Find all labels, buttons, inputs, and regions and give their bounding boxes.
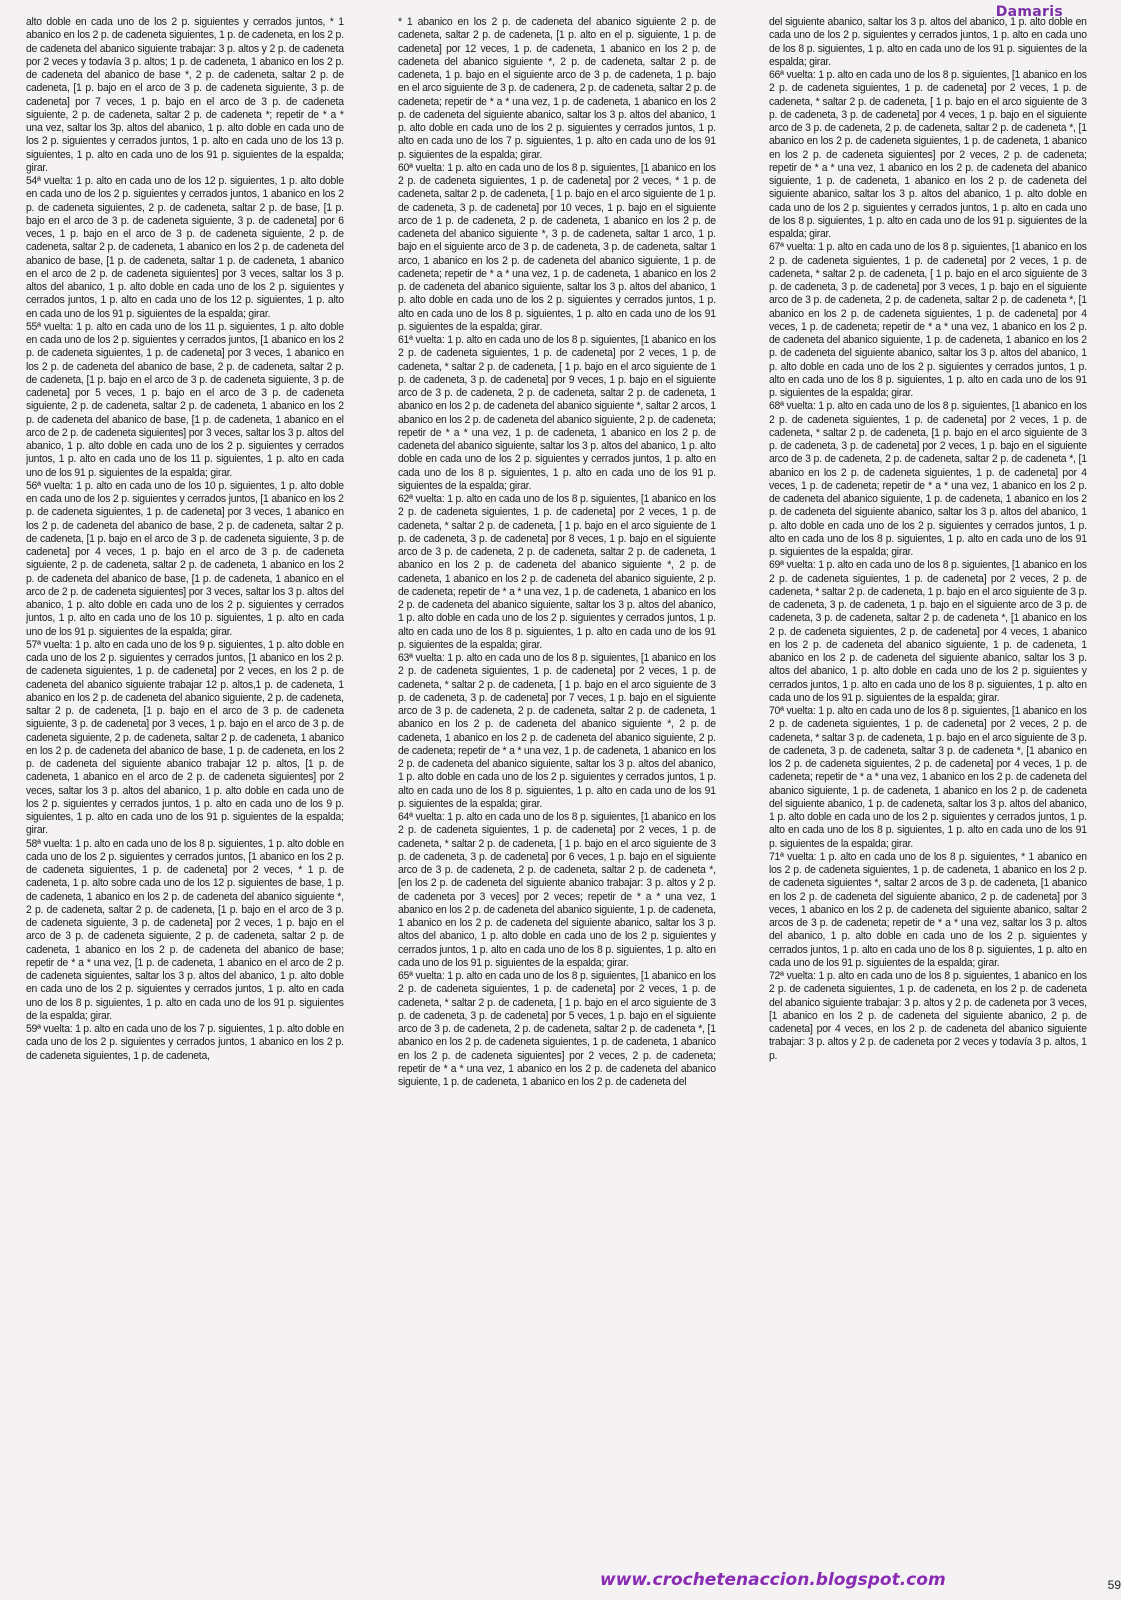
pattern-paragraph: alto doble en cada uno de los 2 p. siguientes y cerrados juntos, * 1 abanico en los 2 p. de cadeneta siguientes, 1 p. de cadeneta, en los 2 p. de cadeneta del abanico siguiente trabajar: 3 p. altos y 2 p. de cadeneta por 2 veces y todavía 3 p. altos; 1 p. de cadeneta, 1 abanico en los 2 p. de cadeneta del abanico de base *, 2 p. de cadeneta, saltar 2 p. de cadeneta, [1 p. bajo en el arco de 3 p. de cadeneta siguiente, 3 p. de cadeneta] por 7 veces, 1 p. bajo en el arco de 3 p. de cadeneta siguiente, 2 p. de cadeneta, saltar 2 p. de cadeneta *; repetir de * a * una vez, saltar los 3p. altos del abanico, 1 p. alto doble en cada uno de los 2 p. siguientes y cerrados juntos, 1 p. alto en cada uno de los 13 p. siguientes, 1 p. alto en cada uno de los 91 p. siguientes de la espalda; girar. <box>26 16 344 174</box>
pattern-paragraph: del siguiente abanico, saltar los 3 p. altos del abanico, 1 p. alto doble en cada uno de los 2 p. siguientes y cerrados juntos, 1 p. alto en cada uno de los 8 p. siguientes, 1 p. alto en cada uno de los 91 p. siguientes de la espalda; girar. <box>769 16 1088 68</box>
brand-name: Damaris <box>995 4 1063 20</box>
pattern-paragraph: * 1 abanico en los 2 p. de cadeneta del abanico siguiente 2 p. de cadeneta, saltar 2 p. de cadeneta, [1 p. alto en el p. siguiente, 1 p. de cadeneta] por 12 veces, 1 p. de cadeneta, 1 abanico en los 2 p. de cadeneta del abanico siguiente *, 2 p. de cadeneta, saltar 2 p. de cadeneta, 1 p. bajo en el siguiente arco de 3 p. de cadeneta, 1 p. bajo en el arco siguiente de 3 p. de cadenera, 2 p. de cadeneta, saltar 2 p. de cadeneta; repetir de * a * una vez, 1 p. de cadeneta, 1 abanico en los 2 p. de cadeneta del siguiente abanico, saltar los 3 p. altos del abanico, 1 p. alto doble en cada uno de los 2 p. siguientes y cerrados juntos, 1 p. alto en cada uno de los 7 p. siguientes, 1 p. alto en cada uno de los 91 p. siguientes de la espalda; girar. <box>397 16 716 161</box>
round-58: 58ª vuelta: 1 p. alto en cada uno de los 8 p. siguientes, 1 p. alto doble en cada uno de los 2 p. siguientes y cerrados juntos, [1 abanico en los 2 p. de cadeneta siguientes, 1 p. de cadeneta] por 2 veces, * 1 p. de cadeneta, 1 p. alto sobre cada uno de los 12 p. siguientes de base, 1 p. de cadeneta, 1 abanico en los 2 p. de cadeneta del abanico siguiente *, 2 p. de cadeneta, saltar 2 p. de cadeneta, [1 p. bajo en el arco de 3 p. de cadeneta siguiente, 3 p. de cadeneta] por 2 veces, 1 p. bajo en el arco de 3 p. de cadeneta siguiente, 2 p. de cadeneta, saltar 2 p. de cadeneta, 1 abanico en los 2 p. de cadeneta del abanico de base; repetir de * a * una vez, [1 p. de cadeneta, 1 abanico en el arco de 2 p. de cadeneta siguientes, saltar los 3 p. altos del abanico, 1 p. alto doble en cada uno de los 2 p. siguientes y cerrados juntos, 1 p. alto en cada uno de los 8 p. siguientes, 1 p. alto en cada uno de los 91 p. siguientes de la espalda; girar. <box>26 837 344 1022</box>
round-64: 64ª vuelta: 1 p. alto en cada uno de los 8 p. siguientes, [1 abanico en los 2 p. de cadeneta siguientes, 1 p. de cadeneta] por 2 veces, 1 p. de cadeneta, * saltar 2 p. de cadeneta, [ 1 p. bajo en el arco siguiente de 3 p. de cadeneta, 3 p. de cadeneta] por 6 veces, 1 p. bajo en el siguiente arco de 3 p. de cadeneta, 2 p. de cadeneta, saltar 2 p. de cadeneta *, [en los 2 p. de cadeneta del siguiente abanico trabajar: 3 p. altos y 2 p. de cadeneta por 3 veces] por 2 veces; repetir de * a * una vez, 1 abanico en los 2 p. de cadeneta del abanico siguiente, 1 p. de cadeneta, 1 abanico en los 2 p. de cadeneta del siguiente abanico, saltar los 3 p. altos del abanico, 1 p. alto doble en cada uno de los 2 p. siguientes y cerrados juntos, 1 p. alto en cada uno de los 8 p. siguientes, 1 p. alto en cada uno de los 91 p. siguientes de la espalda; girar. <box>397 811 716 969</box>
round-61: 61ª vuelta: 1 p. alto en cada uno de los 8 p. siguientes, [1 abanico en los 2 p. de cadeneta siguientes, 1 p. de cadeneta] por 2 veces, 1 p. de cadeneta, * saltar 2 p. de cadeneta, [ 1 p. bajo en el arco siguiente de 1 p. de cadeneta, 3 p. de cadeneta] por 9 veces, 1 p. bajo en el siguiente arco de 3 p. de cadeneta, 2 p. de cadeneta, saltar 2 p. de cadeneta, 1 abanico en los 2 p. de cadeneta del abanico siguiente *, saltar 2 arcos, 1 abanico en los 2 p. de cadeneta del abanico siguiente, 2 p. de cadeneta; repetir de * a * una vez, 1 p. de cadeneta, 1 abanico en los 2 p. de cadeneta del abanico siguiente, saltar los 3 p. altos del abanico, 1 p. alto doble en cada uno de los 2 p. siguientes y cerrados juntos, 1 p. alto en cada uno de los 8 p. siguientes, 1 p. alto en cada uno de los 91 p. siguientes de la espalda; girar. <box>397 334 716 492</box>
page-number: 59 <box>1107 1578 1121 1592</box>
round-63: 63ª vuelta: 1 p. alto en cada uno de los 8 p. siguientes, [1 abanico en los 2 p. de cadeneta siguientes, 1 p. de cadeneta] por 2 veces, 1 p. de cadeneta, * saltar 2 p. de cadeneta, [ 1 p. bajo en el arco siguiente de 3 p. de cadeneta, 3 p. de cadeneta] por 7 veces, 1 p. bajo en el siguiente arco de 3 p. de cadeneta, 2 p. de cadeneta, saltar 2 p. de cadeneta, 1 abanico en los 2 p. de cadeneta del abanico siguiente *, 2 p. de cadeneta, 1 abanico en los 2 p. de cadeneta del abanico siguiente, 2 p. de cadeneta; repetir de * a * una vez, 1 p. de cadeneta, 1 abanico en los 2 p. de cadeneta del abanico siguiente, saltar los 3 p. altos del abanico, 1 p. alto doble en cada uno de los 2 p. siguientes y cerrados juntos, 1 p. alto en cada uno de los 8 p. siguientes, 1 p. alto en cada uno de los 91 p. siguientes de la espalda; girar. <box>397 652 716 810</box>
column-2 <box>398 16 716 1550</box>
column-1 <box>26 16 344 1550</box>
round-57: 57ª vuelta: 1 p. alto en cada uno de los 9 p. siguientes, 1 p. alto doble en cada uno de los 2 p. siguientes y cerrados juntos, [1 abanico en los 2 p. de cadeneta siguientes, 1 p. de cadeneta] por 2 veces, en los 2 p. de cadeneta del abanico siguiente trabajar 12 p. altos,1 p. de cadeneta, 1 abanico en los 2 p. de cadeneta del abanico siguiente, 2 p. de cadeneta, saltar 2 p. de cadeneta, [1 p. bajo en el arco de 3 p. de cadeneta siguiente, 3 p. de cadeneta] por 3 veces, 1 p. bajo en el arco de 3 p. de cadeneta siguiente, 2 p. de cadeneta, saltar 2 p. de cadeneta, 1 abanico en los 2 p. de cadeneta del abanico de base, 1 p. de cadeneta, en los 2 p. de cadeneta del siguiente abanico trabajar 12 p. altos, [1 p. de cadeneta, 1 abanico en el arco de 2 p. de cadeneta siguientes] por 2 veces, saltar los 3 p. altos del abanico, 1 p. alto doble en cada uno de los 2 p. siguientes y cerrados juntos, 1 p. alto en cada uno de los 9 p. siguientes, 1 p. alto en cada uno de los 91 p. siguientes de la espalda; girar. <box>26 638 344 837</box>
round-66: 66ª vuelta: 1 p. alto en cada uno de los 8 p. siguientes, [1 abanico en los 2 p. de cadeneta siguientes, 1 p. de cadeneta] por 2 veces, 1 p. de cadeneta, * saltar 2 p. de cadeneta, [ 1 p. bajo en el arco siguiente de 3 p. de cadeneta, 3 p. de cadeneta] por 4 veces, 1 p. bajo en el siguiente arco de 3 p. de cadeneta, 2 p. de cadeneta, saltar 2 p. de cadeneta *, [1 abanico en los 2 p. de cadeneta siguientes, 1 p. de cadeneta, 1 abanico en los 2 p. de cadeneta siguientes] por 2 veces, 2 p. de cadeneta; repetir de * a * una vez, 1 abanico en los 2 p. de cadeneta del abanico siguiente, 1 p. de cadeneta, 1 abanico en los 2 p. de cadeneta del siguiente abanico, saltar los 3 p. altos del abanico, 1 p. alto doble en cada uno de los 2 p. siguientes y cerrados juntos, 1 p. alto en cada uno de los 8 p. siguientes, 1 p. alto en cada uno de los 91 p. siguientes de la espalda; girar. <box>769 69 1088 240</box>
round-72: 72ª vuelta: 1 p. alto en cada uno de los 8 p. siguientes, 1 abanico en los 2 p. de cadeneta siguientes, 1 p. de cadeneta, en los 2 p. de cadeneta del abanico siguiente trabajar: 3 p. altos y 2 p. de cadeneta por 3 veces, [1 abanico en los 2 p. de cadeneta del siguiente abanico, 2 p. de cadeneta] por 4 veces, en los 2 p. de cadeneta del abanico siguiente trabajar: 3 p. altos y 2 p. de cadeneta por 2 veces y todavía 3 p. altos, 1 p. <box>769 970 1088 1062</box>
round-56: 56ª vuelta: 1 p. alto en cada uno de los 10 p. siguientes, 1 p. alto doble en cada uno de los 2 p. siguientes y cerrados juntos, [1 abanico en los 2 p. de cadeneta siguientes, 1 p. de cadeneta] por 3 veces, 1 abanico en los 2 p. de cadeneta del abanico de base, 2 p. de cadeneta, saltar 2 p. de cadeneta, [1 p. bajo en el arco de 3 p. de cadeneta siguiente, 3 p. de cadeneta] por 4 veces, 1 p. bajo en el arco de 3 p. de cadeneta siguiente, 2 p. de cadeneta, saltar 2 p. de cadeneta, 1 abanico en los 2 p. de cadeneta del abanico de base, [1 p. de cadeneta, 1 abanico en el arco de 2 p. de cadeneta siguientes] por 3 veces, saltar los 3 p. altos del abanico, 1 p. alto doble en cada uno de los 2 p. siguientes y cerrados juntos, 1 p. alto en cada uno de los 10 p. siguientes, 1 p. alto en cada uno de los 91 p. siguientes de la espalda; girar. <box>26 479 344 638</box>
round-71: 71ª vuelta: 1 p. alto en cada uno de los 8 p. siguientes, * 1 abanico en los 2 p. de cadeneta siguientes, 1 p. de cadeneta, 1 abanico en los 2 p. de cadeneta siguientes *, saltar 2 arcos de 3 p. de cadeneta, [1 abanico en los 2 p. de cadeneta del siguiente abanico, 2 p. de cadeneta] por 3 veces, 1 abanico en los 2 p. de cadeneta del siguiente abanico, saltar 2 arcos de 3 p. de cadeneta; repetir de * a * una vez, saltar los 3 p. altos del abanico, 1 p. alto doble en cada uno de los 2 p. siguientes y cerrados juntos, 1 p. alto en cada uno de los 8 p. siguientes, 1 p. alto en cada uno de los 91 p. siguientes de la espalda; girar. <box>769 850 1088 969</box>
round-65: 65ª vuelta: 1 p. alto en cada uno de los 8 p. siguientes, [1 abanico en los 2 p. de cadeneta siguientes, 1 p. de cadeneta] por 2 veces, 1 p. de cadeneta, * saltar 2 p. de cadeneta, [ 1 p. bajo en el arco siguiente de 3 p. de cadeneta, 3 p. de cadeneta] por 5 veces, 1 p. bajo en el siguiente arco de 3 p. de cadeneta, 2 p. de cadeneta, saltar 2 p. de cadeneta *, [1 abanico en los 2 p. de cadeneta siguientes, 1 p. de cadeneta, 1 abanico en los 2 p. de cadeneta siguientes] por 2 veces, 2 p. de cadeneta; repetir de * a * una vez, 1 abanico en los 2 p. de cadeneta del abanico siguiente, 1 p. de cadeneta, 1 abanico en los 2 p. de cadeneta del <box>397 970 716 1088</box>
round-60: 60ª vuelta: 1 p. alto en cada uno de los 8 p. siguientes, [1 abanico en los 2 p. de cadeneta siguientes, 1 p. de cadeneta] por 2 veces, * 1 p. de cadeneta, saltar 2 p. de cadeneta, [ 1 p. bajo en el arco siguiente de 1 p. de cadeneta, 3 p. de cadeneta] por 10 veces, 1 p. bajo en el siguiente arco de 1 p. de cadeneta, 2 p. de cadeneta, 1 abanico en los 2 p. de cadeneta del abanico siguiente *, 3 p. de cadeneta, saltar 1 arco, 1 p. bajo en el siguiente arco de 3 p. de cadeneta, 3 p. de cadeneta, saltar 1 arco, 1 abanico en los 2 p. de cadeneta del abanico siguiente, 1 p. de cadeneta; repetir de * a * una vez, 1 p. de cadeneta, 1 abanico en los 2 p. de cadeneta del abanico siguiente, saltar los 3 p. altos del abanico, 1 p. alto doble en cada uno de los 2 p. siguientes y cerrados juntos, 1 p. alto en cada uno de los 8 p. siguientes, 1 p. alto en cada uno de los 91 p. siguientes de la espalda; girar. <box>397 161 716 333</box>
round-59: 59ª vuelta: 1 p. alto en cada uno de los 7 p. siguientes, 1 p. alto doble en cada uno de los 2 p. siguientes y cerrados juntos, 1 abanico en los 2 p. de cadeneta siguientes, 1 p. de cadeneta, <box>26 1023 344 1062</box>
round-67: 67ª vuelta: 1 p. alto en cada uno de los 8 p. siguientes, [1 abanico en los 2 p. de cadeneta siguientes, 1 p. de cadeneta] por 2 veces, 1 p. de cadeneta, * saltar 2 p. de cadeneta, [ 1 p. bajo en el arco siguiente de 3 p. de cadeneta, 3 p. de cadeneta] por 3 veces, 1 p. bajo en el siguiente arco de 3 p. de cadeneta, 2 p. de cadeneta, saltar 2 p. de cadeneta *, [1 abanico en los 2 p. de cadeneta siguientes, 1 p. de cadeneta] por 4 veces, 1 p. de cadeneta; repetir de * a * una vez, 1 abanico en los 2 p. de cadeneta del abanico siguiente, 1 p. de cadeneta, 1 abanico en los 2 p. de cadeneta del siguiente abanico, saltar los 3 p. altos del abanico, 1 p. alto doble en cada uno de los 2 p. siguientes y cerrados juntos, 1 p. alto en cada uno de los 8 p. siguientes, 1 p. alto en cada uno de los 91 p. siguientes de la espalda; girar. <box>769 241 1088 399</box>
text-columns <box>26 16 1111 1550</box>
round-55: 55ª vuelta: 1 p. alto en cada uno de los 11 p. siguientes, 1 p. alto doble en cada uno de los 2 p. siguientes y cerrados juntos, [1 abanico en los 2 p. de cadeneta siguientes, 1 p. de cadeneta] por 3 veces, 1 abanico en los 2 p. de cadeneta del abanico de base, 2 p. de cadeneta, saltar 2 p. de cadeneta, [1 p. bajo en el arco de 3 p. de cadeneta siguiente, 3 p. de cadeneta] por 5 veces, 1 p. bajo en el arco de 3 p. de cadeneta siguiente, 2 p. de cadeneta, saltar 2 p. de cadeneta, 1 abanico en los 2 p. de cadeneta del abanico de base, [1 p. de cadeneta, 1 abanico en el arco de 2 p. de cadeneta siguientes] por 3 veces, saltar los 3 p. altos del abanico, 1 p. alto doble en cada uno de los 2 p. siguientes y cerrados juntos, 1 p. alto en cada uno de los 11 p. siguientes, 1 p. alto en cada uno de los 91 p. siguientes de la espalda; girar. <box>26 320 344 479</box>
round-68: 68ª vuelta: 1 p. alto en cada uno de los 8 p. siguientes, [1 abanico en los 2 p. de cadeneta siguientes, 1 p. de cadeneta] por 2 veces, 1 p. de cadeneta, * saltar 2 p. de cadeneta, [1 p. bajo en el arco siguiente de 3 p. de cadeneta, 3 p. de cadeneta] por 2 veces, 1 p. bajo en el siguiente arco de 3 p. de cadeneta, 2 p. de cadeneta, saltar 2 p. de cadeneta *, [1 abanico en los 2 p. de cadeneta siguientes, 1 p. de cadeneta] por 4 veces, 1 p. de cadeneta; repetir de * a * una vez, 1 abanico en los 2 p. de cadeneta del abanico siguiente, 1 p. de cadeneta, 1 abanico en los 2 p. de cadeneta del siguiente abanico, saltar los 3 p. altos del abanico, 1 p. alto doble en cada uno de los 2 p. siguientes y cerrados juntos, 1 p. alto en cada uno de los 8 p. siguientes, 1 p. alto en cada uno de los 91 p. siguientes de la espalda; girar. <box>769 400 1088 558</box>
round-70: 70ª vuelta: 1 p. alto en cada uno de los 8 p. siguientes, [1 abanico en los 2 p. de cadeneta siguientes, 1 p. de cadeneta] por 2 veces, 2 p. de cadeneta, * saltar 3 p. de cadeneta, 1 p. bajo en el arco siguiente de 3 p. de cadeneta, 3 p. de cadeneta, saltar 3 p. de cadeneta *, [1 abanico en los 2 p. de cadeneta siguientes, 2 p. de cadeneta] por 4 veces, 1 p. de cadeneta; repetir de * a * una vez, 1 abanico en los 2 p. de cadeneta del abanico siguiente, 1 p. de cadeneta, 1 abanico en los 2 p. de cadeneta del siguiente abanico, 1 p. de cadeneta, saltar los 3 p. altos del abanico, 1 p. alto doble en cada uno de los 2 p. siguientes y cerrados juntos, 1 p. alto en cada uno de los 8 p. siguientes, 1 p. alto en cada uno de los 91 p. siguientes de la espalda; girar. <box>769 705 1088 850</box>
round-62: 62ª vuelta: 1 p. alto en cada uno de los 8 p. siguientes, [1 abanico en los 2 p. de cadeneta siguientes, 1 p. de cadeneta] por 2 veces, 1 p. de cadeneta, * saltar 2 p. de cadeneta, [ 1 p. bajo en el arco siguiente de 1 p. de cadeneta, 3 p. de cadeneta] por 8 veces, 1 p. bajo en el siguiente arco de 3 p. de cadeneta, 2 p. de cadeneta, saltar 2 p. de cadeneta, 1 abanico en los 2 p. de cadeneta del abanico siguiente *, 2 p. de cadeneta, 1 abanico en los 2 p. de cadeneta del abanico siguiente, 2 p. de cadeneta; repetir de * a * una vez, 1 p. de cadeneta, 1 abanico en los 2 p. de cadeneta del abanico siguiente, saltar los 3 p. altos del abanico, 1 p. alto doble en cada uno de los 2 p. siguientes y cerrados juntos, 1 p. alto en cada uno de los 8 p. siguientes, 1 p. alto en cada uno de los 91 p. siguientes de la espalda; girar. <box>397 493 716 651</box>
column-3 <box>769 16 1087 1550</box>
round-54: 54ª vuelta: 1 p. alto en cada uno de los 12 p. siguientes, 1 p. alto doble en cada uno de los 2 p. siguientes y cerrados juntos, 1 abanico en los 2 p. de cadeneta siguientes, 2 p. de cadeneta, saltar 2 p. de base, [1 p. bajo en el arco de 3 p. de cadeneta siguiente, 3 p. de cadeneta] por 6 veces, 1 p. bajo en el arco de 3 p. de cadeneta siguiente, 2 p. de cadeneta, saltar 2 p. de cadeneta, 1 abanico en los 2 p. de cadeneta del abanico de base, [1 p. de cadeneta, saltar 1 p. de cadeneta, 1 abanico en el arco de 2 p. de cadeneta siguientes] por 3 veces, saltar los 3 p. altos del abanico, 1 p. alto doble en cada uno de los 2 p. siguientes y cerrados juntos, 1 p. alto en cada uno de los 12 p. siguientes, 1 p. alto en cada uno de los 91 p. siguientes de la espalda; girar. <box>26 175 344 320</box>
round-69: 69ª vuelta: 1 p. alto en cada uno de los 8 p. siguientes, [1 abanico en los 2 p. de cadeneta siguientes, 1 p. de cadeneta] por 2 veces, 2 p. de cadeneta, * saltar 2 p. de cadeneta, 1 p. bajo en el arco siguiente de 3 p. de cadeneta, 3 p. de cadeneta, 1 p. bajo en el siguiente arco de 3 p. de cadeneta, 3 p. de cadeneta, saltar 2 p. de cadeneta *, [1 abanico en los 2 p. de cadeneta siguientes, 2 p. de cadeneta] por 4 veces, 1 abanico en los 2 p. de cadeneta del abanico siguiente, 1 p. de cadeneta, 1 abanico en los 2 p. de cadeneta del siguiente abanico, saltar los 3 p. altos del abanico, 1 p. alto doble en cada uno de los 2 p. siguientes y cerrados juntos, 1 p. alto en cada uno de los 8 p. siguientes, 1 p. alto en cada uno de los 91 p. siguientes de la espalda; girar. <box>769 559 1088 704</box>
blog-url[interactable]: www.crochetenaccion.blogspot.com <box>600 1570 946 1590</box>
